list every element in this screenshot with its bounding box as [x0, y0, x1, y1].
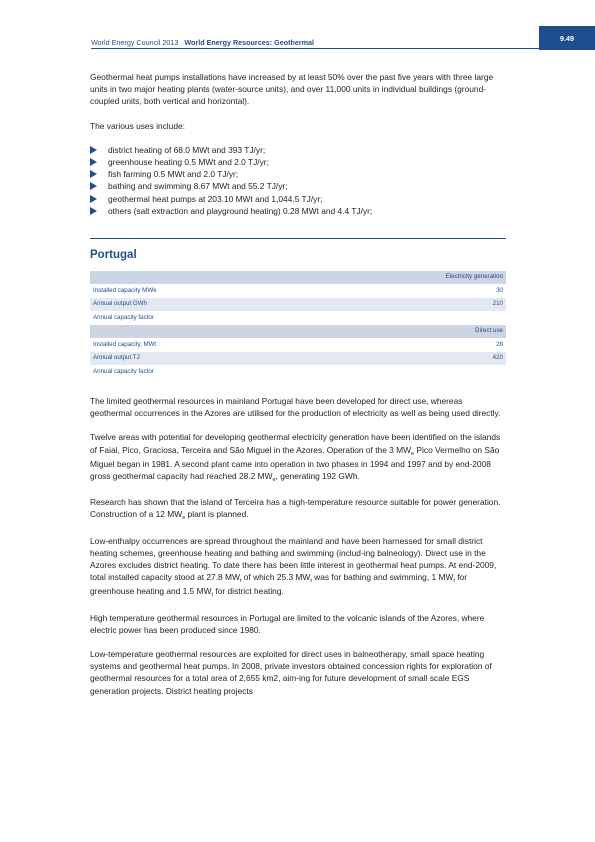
row-value: 420 [427, 352, 506, 366]
row-value: 28 [427, 338, 506, 352]
row-label: Annual output TJ [90, 352, 427, 366]
header-organization: World Energy Council 2013 [91, 38, 179, 47]
table-row [90, 365, 506, 379]
body-paragraph: Low-temperature geothermal resources are exploited for direct uses in balneotherapy, small space heating systems and geothermal heat pumps. In 2008, private investors obtained concession rights for exploration of geothermal resources for a total area of 2,655 km2, aim-ing for future development of small scale EGS generation projects. District heating projects [90, 649, 492, 696]
bullet-icon [90, 195, 97, 203]
row-label: Annual capacity factor [90, 365, 427, 379]
header-report-title: World Energy Resources: Geothermal [184, 38, 315, 47]
section-heading: Portugal [90, 249, 137, 262]
list-item-text: geothermal heat pumps at 203.10 MWt and 1,044.5 TJ/yr; [108, 193, 323, 204]
table-row [90, 284, 506, 298]
page-number-tab [539, 26, 595, 50]
uses-list [90, 144, 506, 217]
row-label: Installed capacity, MWt [90, 338, 427, 352]
list-item [90, 144, 506, 156]
bullet-icon [90, 170, 97, 178]
table-header-row [90, 325, 506, 339]
row-label: Installed capacity MWe [90, 284, 427, 298]
row-label: Annual capacity factor [90, 311, 427, 325]
electricity-header: Electricity generation [90, 271, 506, 284]
bullet-icon [90, 207, 97, 215]
list-item [90, 156, 506, 168]
row-value [427, 365, 506, 379]
row-value [427, 311, 506, 325]
bullet-icon [90, 146, 97, 154]
list-item [90, 168, 506, 180]
page-number: 9.49 [560, 33, 574, 43]
body-paragraph: Low-enthalpy occurrences are spread throughout the mainland and have been harnessed for small district heating schemes, greenhouse heating and bathing and swimming (includ-ing balneology). Direct use in the Azores excludes district heating. To date there has been little interest in geothermal heat pumps. At end-2009, total installed capacity stood at 27.8 $MW_t$ of which 25.3 $MW_t$ was for bathing and swimming, 1 $MW_t$ for greenhouse heating and 1.5 $MW_t$ for district heating. [90, 535, 497, 599]
table-row [90, 298, 506, 312]
uses-lead: The various uses include: [90, 120, 185, 131]
table-header-row [90, 271, 506, 284]
list-item [90, 205, 506, 217]
list-item [90, 180, 506, 192]
list-item-text: greenhouse heating 0.5 MWt and 2.0 TJ/yr; [108, 157, 269, 168]
bullet-icon [90, 158, 97, 166]
row-value: 210 [427, 298, 506, 312]
bullet-icon [90, 182, 97, 190]
table-row [90, 352, 506, 366]
capacity-table [90, 271, 506, 379]
table-row [90, 311, 506, 325]
body-paragraph: The limited geothermal resources in mainland Portugal have been developed for direct use, whereas geothermal occurrences in the Azores are utilised for the production of electricity as well as being used directly. [90, 396, 501, 419]
body-paragraph: Twelve areas with potential for developing geothermal electricity generation have been identified on the islands of Faial, Pico, Graciosa, Terceira and São Miguel in the Azores. Operation of the 3 $MW_e$ Pico Vermelho on São Miguel began in 1981. A second plant came into operation in two phases in 1994 and 1997 and by end-2008 gross geothermal capacity had reached 28.2 $MW_e$, generating 192 GWh. [90, 432, 501, 484]
row-value: 30 [427, 284, 506, 298]
list-item-text: others (salt extraction and playground heating) 0.28 MWt and 4.4 TJ/yr; [108, 205, 373, 216]
intro-paragraph: Geothermal heat pumps installations have increased by at least 50% over the past five years with three large units in two major heating plants (water-source units), and over 11,000 units in individual buildings (ground-coupled units, both vertical and horizontal). [90, 72, 494, 107]
direct-use-header: Direct use [90, 325, 506, 339]
list-item-text: bathing and swimming 8.67 MWt and 55.2 TJ/yr; [108, 181, 288, 192]
body-paragraph: Research has shown that the island of Terceira has a high-temperature resource suitable for power generation. Construction of a 12 $MW_e$ plant is planned. [90, 497, 501, 522]
list-item [90, 193, 506, 205]
page-content [90, 71, 506, 709]
section-divider [90, 238, 506, 239]
table-row [90, 338, 506, 352]
body-paragraph: High temperature geothermal resources in Portugal are limited to the volcanic islands of the Azores, where electric power has been produced since 1980. [90, 612, 485, 635]
header-rule [91, 48, 539, 49]
list-item-text: fish farming 0.5 MWt and 2.0 TJ/yr; [108, 169, 239, 180]
row-label: Annual output GWh [90, 298, 427, 312]
list-item-text: district heating of 68.0 MWt and 393 TJ/yr; [108, 144, 266, 155]
